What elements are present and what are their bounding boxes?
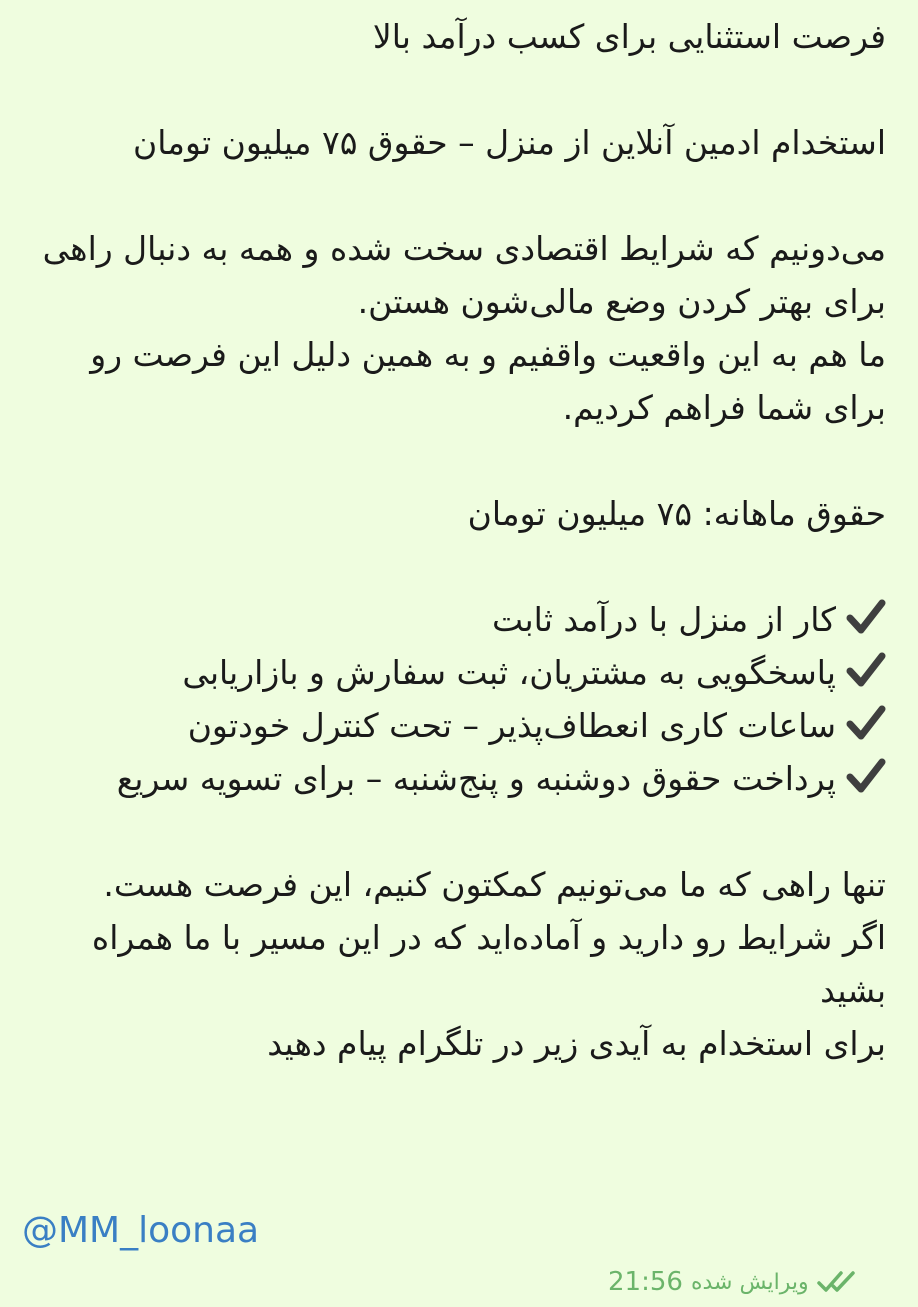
feature-text: پرداخت حقوق دوشنبه و پنج‌شنبه – برای تسویه سریع	[116, 759, 836, 798]
message-closing-line-3: برای استخدام به آیدی زیر در تلگرام پیام دهید	[267, 1024, 886, 1063]
check-mark-icon	[846, 756, 886, 796]
message-intro-line-1: می‌دونیم که شرایط اقتصادی سخت شده و همه به دنبال راهی برای بهتر کردن وضع مالی‌شون هستن.	[42, 229, 886, 321]
message-text	[18, 10, 886, 1070]
message-meta	[608, 1262, 861, 1302]
feature-text: ساعات کاری انعطاف‌پذیر – تحت کنترل خودتون	[187, 706, 836, 745]
feature-text: کار از منزل با درآمد ثابت	[492, 600, 836, 639]
message-salary: حقوق ماهانه: ۷۵ میلیون تومان	[467, 494, 886, 533]
feature-item	[18, 646, 886, 699]
double-check-read-icon	[817, 1269, 861, 1295]
check-mark-icon	[846, 703, 886, 743]
feature-item	[18, 699, 886, 752]
message-headline: استخدام ادمین آنلاین از منزل – حقوق ۷۵ میلیون تومان	[132, 123, 886, 162]
message-closing-line-1: تنها راهی که ما می‌تونیم کمکتون کنیم، این فرصت هست.	[103, 865, 886, 904]
feature-text: پاسخگویی به مشتریان، ثبت سفارش و بازاریابی	[182, 653, 836, 692]
message-time: 21:56	[608, 1267, 683, 1297]
message-closing-line-2: اگر شرایط رو دارید و آماده‌اید که در این مسیر با ما همراه بشید	[91, 918, 886, 1010]
edited-label: ویرایش شده	[690, 1269, 809, 1295]
check-mark-icon	[846, 597, 886, 637]
message-title: فرصت استثنایی برای کسب درآمد بالا	[372, 17, 886, 56]
feature-item	[18, 593, 886, 646]
username-link[interactable]: @MM_loonaa	[22, 1210, 260, 1251]
check-mark-icon	[846, 650, 886, 690]
message-intro-line-2: ما هم به این واقعیت واقفیم و به همین دلیل این فرصت رو برای شما فراهم کردیم.	[90, 335, 886, 427]
feature-item	[18, 752, 886, 805]
